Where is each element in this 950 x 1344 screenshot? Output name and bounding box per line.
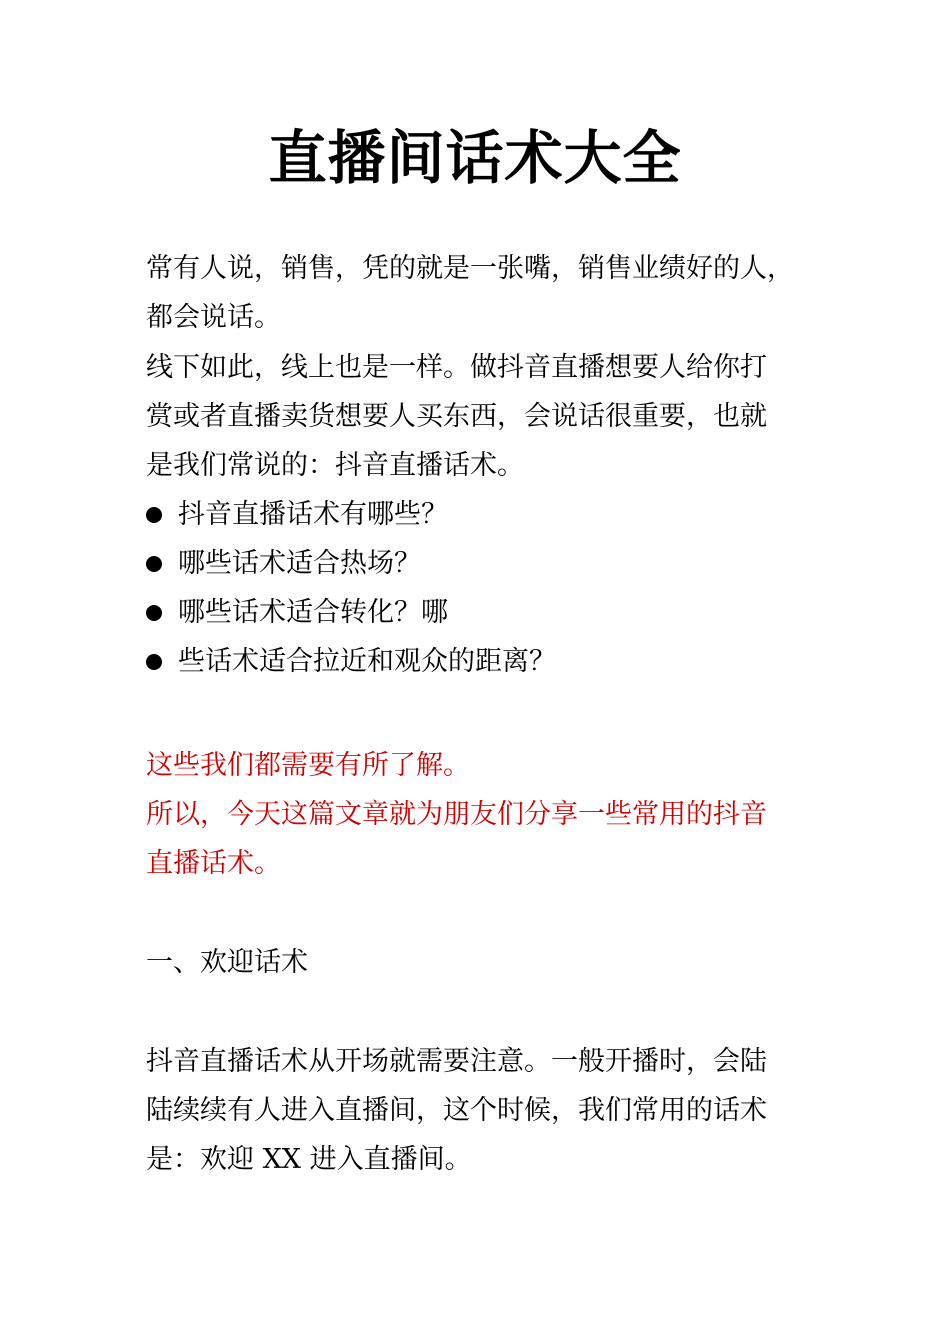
intro-paragraph xyxy=(146,244,826,342)
section-1-line: 陆续续有人进入直播间，这个时候，我们常用的话术 xyxy=(146,1095,767,1126)
section-1-line: 是：欢迎 XX 进入直播间。 xyxy=(146,1144,472,1175)
paragraph-2-line: 赏或者直播卖货想要人买东西，会说话很重要，也就 xyxy=(146,401,767,432)
bullet-item xyxy=(146,637,826,686)
bullet-item xyxy=(146,490,826,539)
intro-line: 常有人说，销售，凭的就是一张嘴，销售业绩好的人， xyxy=(146,253,794,284)
paragraph-2-line: 是我们常说的：抖音直播话术。 xyxy=(146,450,524,481)
bullet-text: 哪些话术适合热场？ xyxy=(178,548,421,579)
question-bullet-list xyxy=(146,490,826,686)
bullet-item xyxy=(146,539,826,588)
section-1-paragraph xyxy=(146,1037,826,1184)
highlight-line: 所以，今天这篇文章就为朋友们分享一些常用的抖音 xyxy=(146,799,767,830)
bullet-dot-icon xyxy=(146,556,162,572)
bullet-text: 些话术适合拉近和观众的距离？ xyxy=(178,646,556,677)
highlight-line: 直播话术。 xyxy=(146,848,281,879)
bullet-item xyxy=(146,588,826,637)
paragraph-2-line: 线下如此，线上也是一样。做抖音直播想要人给你打 xyxy=(146,352,767,383)
bullet-dot-icon xyxy=(146,507,162,523)
section-heading: 一、欢迎话术 xyxy=(146,947,308,978)
bullet-text: 哪些话术适合转化？哪 xyxy=(178,597,448,628)
bullet-text: 抖音直播话术有哪些？ xyxy=(178,499,448,530)
highlight-paragraph xyxy=(146,741,826,888)
bullet-dot-icon xyxy=(146,605,162,621)
bullet-dot-icon xyxy=(146,654,162,670)
highlight-line: 这些我们都需要有所了解。 xyxy=(146,750,470,781)
document-title: 直播间话术大全 xyxy=(268,124,682,192)
section-1-line: 抖音直播话术从开场就需要注意。一般开播时，会陆 xyxy=(146,1046,767,1077)
paragraph-2 xyxy=(146,343,826,490)
intro-line: 都会说话。 xyxy=(146,302,281,333)
